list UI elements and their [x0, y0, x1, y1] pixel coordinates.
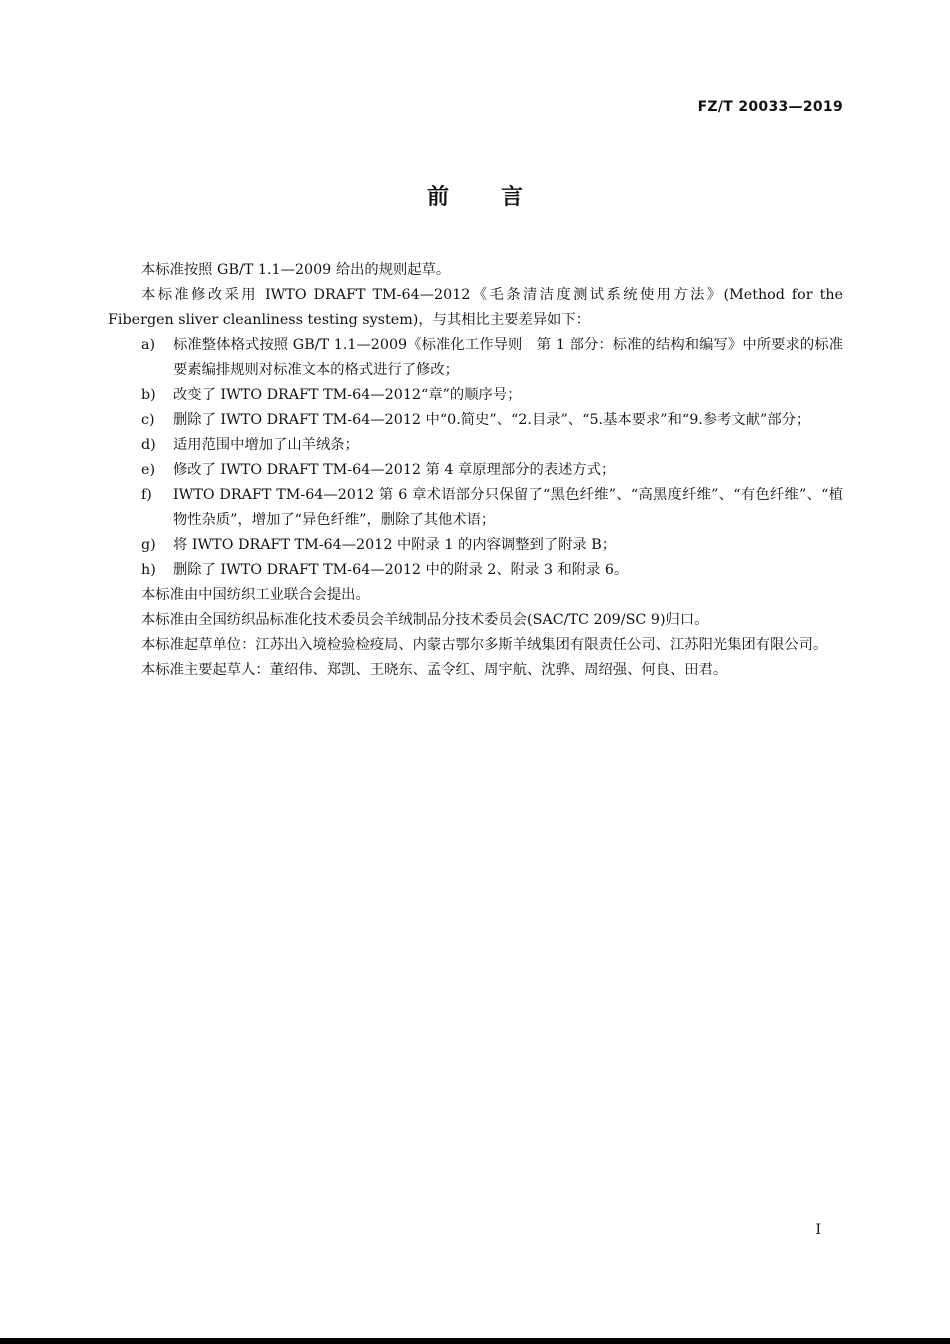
- list-item-label: c): [141, 412, 155, 428]
- list-item: [108, 458, 843, 483]
- list-item: [108, 558, 843, 583]
- list-item-text: 修改了 IWTO DRAFT TM-64—2012 第 4 章原理部分的表述方式；: [173, 462, 616, 478]
- standard-number: FZ/T 20033—2019: [697, 99, 843, 115]
- paragraph-committee: 本标准由全国纺织品标准化技术委员会羊绒制品分技术委员会(SAC/TC 209/SC 9)归口。: [141, 612, 709, 628]
- list-item: [108, 383, 843, 408]
- list-item-label: g): [141, 537, 156, 553]
- list-item-text: 标准整体格式按照 GB/T 1.1—2009《标准化工作导则 第 1 部分：标准的结构和编写》中所要求的标准要素编排规则对标准文本的格式进行了修改；: [173, 337, 843, 378]
- bottom-border: [0, 1338, 950, 1344]
- list-item-label: e): [141, 462, 156, 478]
- document-body: [108, 258, 843, 683]
- list-item: [108, 483, 843, 533]
- paragraph-adoption: 本标准修改采用 IWTO DRAFT TM-64—2012《毛条清洁度测试系统使用方法》(Method for the Fibergen sliver cleanliness testing system)，与其相比主要差异如下：: [108, 287, 843, 328]
- list-item-text: 改变了 IWTO DRAFT TM-64—2012“章”的顺序号；: [173, 387, 522, 403]
- paragraph-drafters: 本标准主要起草人：董绍伟、郑凯、王晓东、孟令红、周宇航、沈骅、周绍强、何良、田君。: [141, 662, 728, 678]
- list-item-text: 将 IWTO DRAFT TM-64—2012 中附录 1 的内容调整到了附录 B；: [173, 537, 617, 553]
- paragraph-proposer: 本标准由中国纺织工业联合会提出。: [141, 587, 370, 603]
- list-item: [108, 533, 843, 558]
- list-item-text: IWTO DRAFT TM-64—2012 第 6 章术语部分只保留了“黑色纤维”、“高黑度纤维”、“有色纤维”、“植物性杂质”，增加了“异色纤维”，删除了其他术语；: [173, 487, 843, 528]
- page-title: 前言: [426, 185, 575, 210]
- paragraph-drafting-units: 本标准起草单位：江苏出入境检验检疫局、内蒙古鄂尔多斯羊绒集团有限责任公司、江苏阳光集团有限公司。: [141, 637, 828, 653]
- page-number: I: [815, 1222, 821, 1238]
- list-item-label: b): [141, 387, 156, 403]
- list-item-label: h): [141, 562, 156, 578]
- list-item-label: d): [141, 437, 156, 453]
- list-item: [108, 408, 843, 433]
- list-item-label: f): [141, 487, 152, 503]
- list-item: [108, 333, 843, 383]
- list-item-text: 删除了 IWTO DRAFT TM-64—2012 中的附录 2、附录 3 和附录 6。: [173, 562, 629, 578]
- list-item-text: 适用范围中增加了山羊绒条；: [173, 437, 359, 453]
- list-item-label: a): [141, 337, 156, 353]
- list-item-text: 删除了 IWTO DRAFT TM-64—2012 中“0.简史”、“2.目录”、“5.基本要求”和“9.参考文献”部分；: [173, 412, 811, 428]
- list-item: [108, 433, 843, 458]
- paragraph-drafting-rules: 本标准按照 GB/T 1.1—2009 给出的规则起草。: [141, 262, 451, 278]
